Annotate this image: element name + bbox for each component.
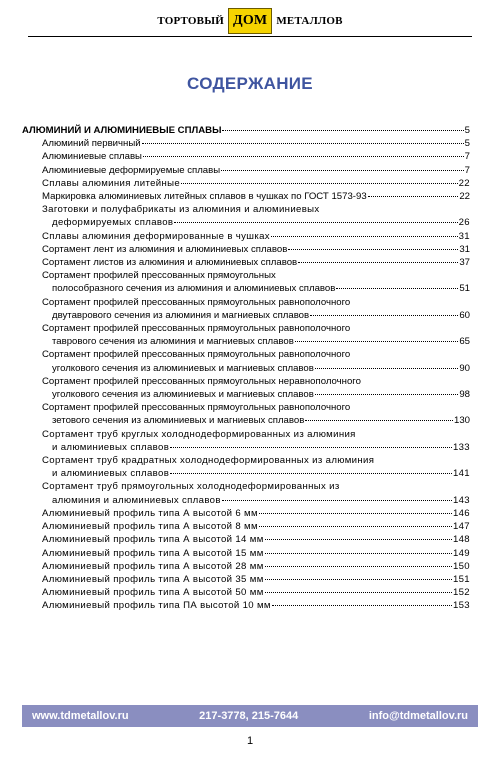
toc-entry-row[interactable] [22,533,470,546]
footer-website[interactable]: www.tdmetallov.ru [32,710,129,722]
toc-entry-title: Алюминиевый профиль типа А высотой 15 мм [42,547,264,559]
toc-entry-title: Сплавы алюминия литейные [42,177,181,189]
toc-entry-title: Сортамент труб крадратных холоднодеформированных из алюминия [42,455,375,467]
toc-entry-row[interactable] [22,560,470,573]
toc-entries [22,137,470,612]
logo-right-text: МЕТАЛЛОВ [276,15,343,27]
toc-entry-page: 22 [458,177,470,189]
toc-entry-title: Алюминиевый профиль типа А высотой 35 мм [42,573,264,585]
header-divider [28,36,472,37]
toc-entry-page: 37 [459,257,470,269]
toc-entry-row[interactable] [22,414,470,427]
toc-leader [368,195,459,197]
toc-entry-page: 51 [459,283,470,295]
toc-entry-title: Сортамент труб круглых холоднодеформированных из алюминия [42,428,356,440]
toc-entry-page: 31 [458,230,470,242]
toc-entry-page: 151 [452,573,470,585]
logo-box [228,8,272,34]
toc-leader [222,499,452,501]
toc-leader [265,565,452,567]
toc-entry-page: 143 [452,494,470,506]
toc-entry-title: Сортамент профилей прессованных прямоугольных [42,270,276,282]
toc-entry-title: Алюминиевый профиль типа А высотой 50 мм [42,587,264,599]
toc-entry-row[interactable] [22,216,470,229]
toc-leader [265,538,452,540]
toc-entry-continuation: двутаврового сечения из алюминия и магниевых сплавов [52,309,310,321]
toc-entry-row[interactable] [22,547,470,560]
toc-entry-title: Алюминиевый профиль типа А высотой 14 мм [42,534,264,546]
toc-entry-page: 152 [452,587,470,599]
toc-entry-title: Алюминиевый профиль типа А высотой 28 мм [42,560,264,572]
toc-entry-row[interactable] [22,388,470,401]
toc-entry-continuation: таврового сечения из алюминия и магниевых сплавов [52,336,294,348]
toc-entry-row[interactable] [22,177,470,190]
toc-entry-title: Алюминиевые сплавы [42,151,142,163]
toc-leader [295,340,458,342]
toc-section-title: АЛЮМИНИЙ И АЛЮМИНИЕВЫЕ СПЛАВЫ [22,125,222,136]
toc-entry-row[interactable] [22,164,470,177]
toc-entry-continuation: уголкового сечения из алюминиевых и магниевых сплавов [52,362,314,374]
toc-entry-title: Сплавы алюминия деформированные в чушках [42,230,270,242]
toc-entry-title: Алюминиевый профиль типа А высотой 8 мм [42,521,258,533]
toc-entry-page: 153 [452,600,470,612]
toc-entry-continuation: алюминия и алюминиевых сплавов [52,494,221,506]
toc-entry-row[interactable] [22,309,470,322]
toc-leader [181,182,458,184]
toc-entry-page: 150 [452,560,470,572]
toc-leader [288,248,458,250]
toc-entry-title: Алюминиевый профиль типа ПА высотой 10 мм [42,600,271,612]
toc-leader [259,512,452,514]
toc-entry-row[interactable] [22,243,470,256]
toc-entry-row[interactable] [22,494,470,507]
toc-leader [222,129,463,131]
toc-entry-row[interactable] [22,256,470,269]
toc-entry-row[interactable] [22,282,470,295]
toc-leader [174,221,457,223]
toc-entry-row[interactable] [22,507,470,520]
table-of-contents [22,124,470,613]
toc-entry-row[interactable] [22,573,470,586]
toc-entry-row[interactable] [22,520,470,533]
page-title: СОДЕРЖАНИЕ [187,74,313,93]
toc-leader [259,525,452,527]
toc-entry-title: Сортамент труб прямоугольных холоднодеформированных из [42,481,340,493]
toc-entry-title: Сортамент лент из алюминия и алюминиевых сплавов [42,243,288,255]
toc-entry-continuation: и алюминиевых сплавов [52,468,170,480]
toc-entry-continuation: уголкового сечения из алюминиевых и магниевых сплавов [52,389,314,401]
toc-entry-title: Сортамент листов из алюминия и алюминиевых сплавов [42,257,298,269]
toc-entry-title: Сортамент профилей прессованных прямоугольных равнополочного [42,296,351,308]
toc-leader [265,552,452,554]
toc-entry-row[interactable] [22,586,470,599]
toc-entry-row[interactable] [22,467,470,480]
toc-leader [298,261,458,263]
page-number: 1 [246,735,254,747]
toc-entry-page: 60 [459,309,470,321]
footer-bar [22,705,478,727]
toc-leader [272,604,452,606]
toc-leader [143,155,464,157]
brand-logo [0,8,500,34]
toc-entry-page: 5 [464,138,470,150]
toc-leader [170,446,452,448]
toc-entry-page: 22 [459,191,470,203]
toc-entry-title: Маркировка алюминиевых литейных сплавов в чушках по ГОСТ 1573-93 [42,191,367,203]
toc-entry-row[interactable] [22,599,470,612]
toc-entry-page: 130 [453,415,470,427]
toc-entry-title: Сортамент профилей прессованных прямоугольных равнополочного [42,349,351,361]
toc-leader [315,367,459,369]
footer-email[interactable]: info@tdmetallov.ru [368,710,468,722]
toc-entry-page: 65 [459,336,470,348]
logo-center-text: ДОМ [232,13,268,28]
toc-entry-row[interactable] [22,335,470,348]
toc-leader [265,578,452,580]
toc-entry-title: Заготовки и полуфабрикаты из алюминия и алюминиевых [42,204,320,216]
toc-section-page: 5 [464,125,470,136]
toc-entry-row[interactable] [22,441,470,454]
toc-leader [271,235,458,237]
toc-entry-page: 146 [452,507,470,519]
toc-leader [142,142,464,144]
toc-leader [315,393,459,395]
toc-entry-page: 149 [452,547,470,559]
toc-entry-title: Сортамент профилей прессованных прямоугольных неравнополочного [42,375,361,387]
toc-entry-row[interactable] [22,230,470,243]
toc-entry-title: Сортамент профилей прессованных прямоугольных равнополочного [42,402,351,414]
toc-entry-continuation: полособразного сечения из алюминия и алюминиевых сплавов [52,283,336,295]
toc-entry-title: Алюминиевый профиль типа А высотой 6 мм [42,507,258,519]
toc-entry-continuation: деформируемых сплавов [52,217,174,229]
toc-section-row[interactable] [22,124,470,137]
toc-entry-continuation: и алюминиевых сплавов [52,441,170,453]
toc-entry-page: 7 [464,164,470,176]
toc-entry-page: 141 [452,468,470,480]
footer-phones: 217-3778, 215-7644 [199,710,299,722]
toc-entry-title: Алюминиевые деформируемые сплавы [42,164,221,176]
toc-entry-row[interactable] [22,137,470,150]
toc-entry-continuation: зетового сечения из алюминиевых и магниевых сплавов [52,415,305,427]
toc-entry-page: 147 [452,521,470,533]
toc-entry-page: 31 [459,243,470,255]
toc-leader [305,419,453,421]
toc-entry-row[interactable] [22,362,470,375]
toc-leader [336,287,458,289]
toc-entry-title: Сортамент профилей прессованных прямоугольных равнополочного [42,323,351,335]
toc-entry-page: 7 [464,151,470,163]
toc-leader [265,591,452,593]
logo-left-text: ТОРТОВЫЙ [157,15,224,27]
toc-entry-page: 26 [458,217,470,229]
toc-leader [221,169,464,171]
toc-entry-row[interactable] [22,190,470,203]
toc-entry-page: 98 [459,389,470,401]
toc-entry-page: 90 [459,362,470,374]
toc-entry-title: Алюминий первичный [42,138,141,150]
toc-entry-page: 133 [452,441,470,453]
toc-entry-page: 148 [452,534,470,546]
toc-leader [310,314,458,316]
toc-leader [170,472,452,474]
toc-entry-row[interactable] [22,150,470,163]
